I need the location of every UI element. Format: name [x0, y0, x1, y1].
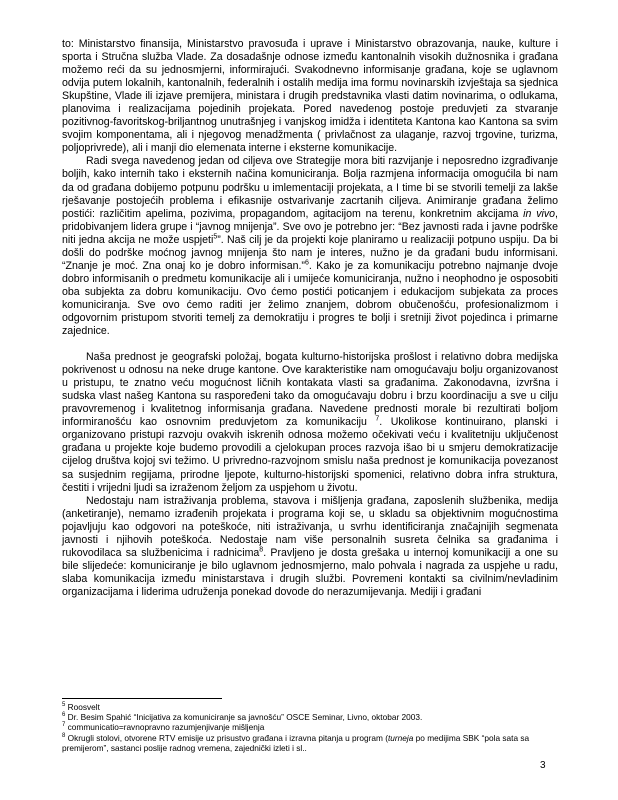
footnote-number: 5 [62, 702, 66, 709]
footnote-text-b: po medijima SBK “pola sata sa premijerom”, sastanci poslije radnog vremena, zajednički izleti i sl.. [62, 732, 530, 753]
paragraph-2-italic: in vivo [523, 207, 556, 220]
paragraph-2-text-a: Radi svega navedenog jedan od ciljeva ove Strategije mora biti razvijanje i neposredno izgrađivanje boljih, kako internih tako i eksternih načina komuniciranja. Bolja razmjena informacija omogućila bi nam da od građana dobijemo potpunu podršku u imlementaciji projekata, a I time bi se stvorili temelji za lakše rješavanje postojećih problema i efikasnije ostvarivanje zacrtanih ciljeva. Animiranje građana želimo postići: različitim apelima, pozivima, propagandom, agitacijom na terenu, konkretnim akcijama [62, 155, 558, 220]
footnote-text: Roosvelt [67, 702, 100, 712]
paragraph-2 [62, 155, 558, 338]
paragraph-4-text-a: Nedostaju nam istraživanja problema, stavova i mišljenja građana, zaposlenih službenika, medija (anketiranje), nemamo izrađenih projekata i programa koji se, u skladu sa objektivnim mogućnostima pojavljuju kao odgovori na poteškoće, niti istraživanja, u svrhu identificiranja značajnijih segmenata javnosti i njihovih poteškoća. Nedostaje nam više personalnih susreta čelnika sa građanima i rukovodilaca sa službenicima i radnicima [62, 494, 558, 559]
paragraph-3 [62, 351, 558, 495]
footnote-text: communicatio=ravnopravno razumjenjivanje mišljenja [67, 722, 265, 733]
footnote-ref-8[interactable]: 8 [259, 546, 264, 554]
footnote-number: 6 [62, 712, 66, 719]
footnote-number: 7 [62, 722, 66, 729]
paragraph-2-text-c: ”. Naš cilj je da projekti koje planiramo u realizaciji potpuno uspiju. Da bi došli do podrške moćnog javnog mnijenja što nam je interes, nužno je da građani budu informisani. “Znanje je moć. Zna onaj ko je dobro informisan.” [62, 233, 558, 272]
footnote-separator [62, 698, 222, 699]
footnote-italic: turneja [388, 732, 414, 743]
footnote-6 [62, 712, 558, 722]
paragraph-4-text-b: . Pravljeno je dosta grešaka u internoj komunikaciji a one su bile slijedeće: komuniciranje je bilo uglavnom jednosmjerno, malo pohvala i nagrada za uspjehe u radu, slaba komunikacija između ministarstava i drugih službi. Povremeni kontakti sa civilnim/nevladinim organizacijama i liderima udruženja ponekad dovode do nerazumijevanja. Mediji i građani [62, 546, 558, 598]
paragraph-1-text: to: Ministarstvo finansija, Ministarstvo pravosuđa i uprave i Ministarstvo obrazovanja, nauke, kulture i sporta i Stručna služba Vlade. Za dosadašnje odnose između kantonalnih visokih dužnosnika i građana možemo reći da su jednosmjerni, informirajući. Svakodnevno informisanje građana, koje se uglavnom odvija putem lokalnih, kantonalnih, federalnih i ostalih medija ima formu novinarskih izvještaja sa sjednica Skupštine, Vlade ili izjave premijera, ministara i drugih predstavnika vlasti datim novinarima, o odlukama, planovima i realizacijama pojedinih projekata. Pored navedenog postoje preduvjeti za stvaranje pozitivnog-favoritskog-briljantnog unutrašnjeg i vanjskog imidža i identiteta Kantona kao Kantona sa svim svojim komponentama, ali i njegovog menadžmenta ( privlačnost za ulaganje, razvoj trgovine, turizma, poljoprivrede), ali i manji dio elemenata interne i eksterne komunikacije. [62, 38, 558, 155]
footnote-ref-7[interactable]: 7 [375, 415, 380, 423]
paragraph-gap [62, 338, 558, 351]
paragraph-2-text-d: . Kako je za komunikaciju potrebno najmanje dvoje dobro informisanih o predmetu komunikacije ali i umijeće komuniciranja, nužno i neophodno je osposobiti oba subjekta za dobru komunikaciju. Ovo ćemo postići poticanjem i edukacijom subjekata za proces komuniciranja. Sve ovo ćemo raditi jer želimo znanjem, dobrom obučenošću, profesionalizmom i odgovornim pristupom stvoriti temelj za demokratiju i progres te bolji i sretniji život pojedinca i primarne zajednice. [62, 259, 558, 338]
paragraph-3-text-b: . Ukolikose kontinuirano, planski i organizovano pristupi razvoju ovakvih iskrenih odnosa možemo očekivati veću i kvalitetniju uključenost građana u projekte koje budemo provodili a cjelokupan proces razvoja išao bi u smjeru demokratizacije cijelog društva kojoj svi težimo. U privredno-razvojnom smislu naša prednost je komunikacija povezanost sa susjednim regijama, prirodne ljepote, kulturno-historijski spomenici, relativno dobra infra struktura, čestiti i vrijedni ljudi sa izraženom željom za uspjehom u životu. [62, 416, 558, 494]
paragraph-2-text-b: , pridobivanjem lidera grupe i “javnog mnijenja”. Sve ovo je potrebno jer: “Bez javnosti rada i javne podrške niti jedna akcija ne može uspjeti [62, 207, 558, 246]
paragraph-4 [62, 495, 558, 599]
paragraph-3-text-a: Naša prednost je geografski položaj, bogata kulturno-historijska prošlost i relativno dobra medijska pokrivenost u odnosu na neke druge kantone. Ove karakteristike nam omogućavaju bolju organizovanost u pristupu, te znatno veću mogućnost ličnih kontakata vlasti sa građanima. Zakonodavna, izvršna i sudska vlast našeg Kantona su raspoređeni tako da omogućavaju dobru i brzu koordinaciju a sve u cilju pravovremenog i kvalitetnog informisanja građana. Navedene prednosti morale bi rezultirati boljom informiranošću kao osnovnim preduvjetom za komunikaciju [62, 351, 558, 429]
footnote-text: Dr. Besim Spahić “Inicijativa za komuniciranje sa javnošću” OSCE Seminar, Livno, oktobar 2003. [67, 712, 423, 723]
footnote-ref-6[interactable]: 6 [304, 259, 309, 267]
footnote-text-a: Okrugli stolovi, otvorene RTV emisije uz prisustvo građana i izravna pitanja u program ( [67, 732, 388, 743]
footnote-7 [62, 722, 558, 732]
body-text [62, 38, 558, 599]
page-number: 3 [540, 760, 546, 771]
footnote-ref-5[interactable]: 5 [213, 233, 218, 241]
footnote-8 [62, 733, 558, 753]
paragraph-1 [62, 38, 558, 155]
footnote-number: 8 [62, 732, 66, 739]
footnotes [62, 698, 558, 753]
footnote-5 [62, 702, 558, 712]
